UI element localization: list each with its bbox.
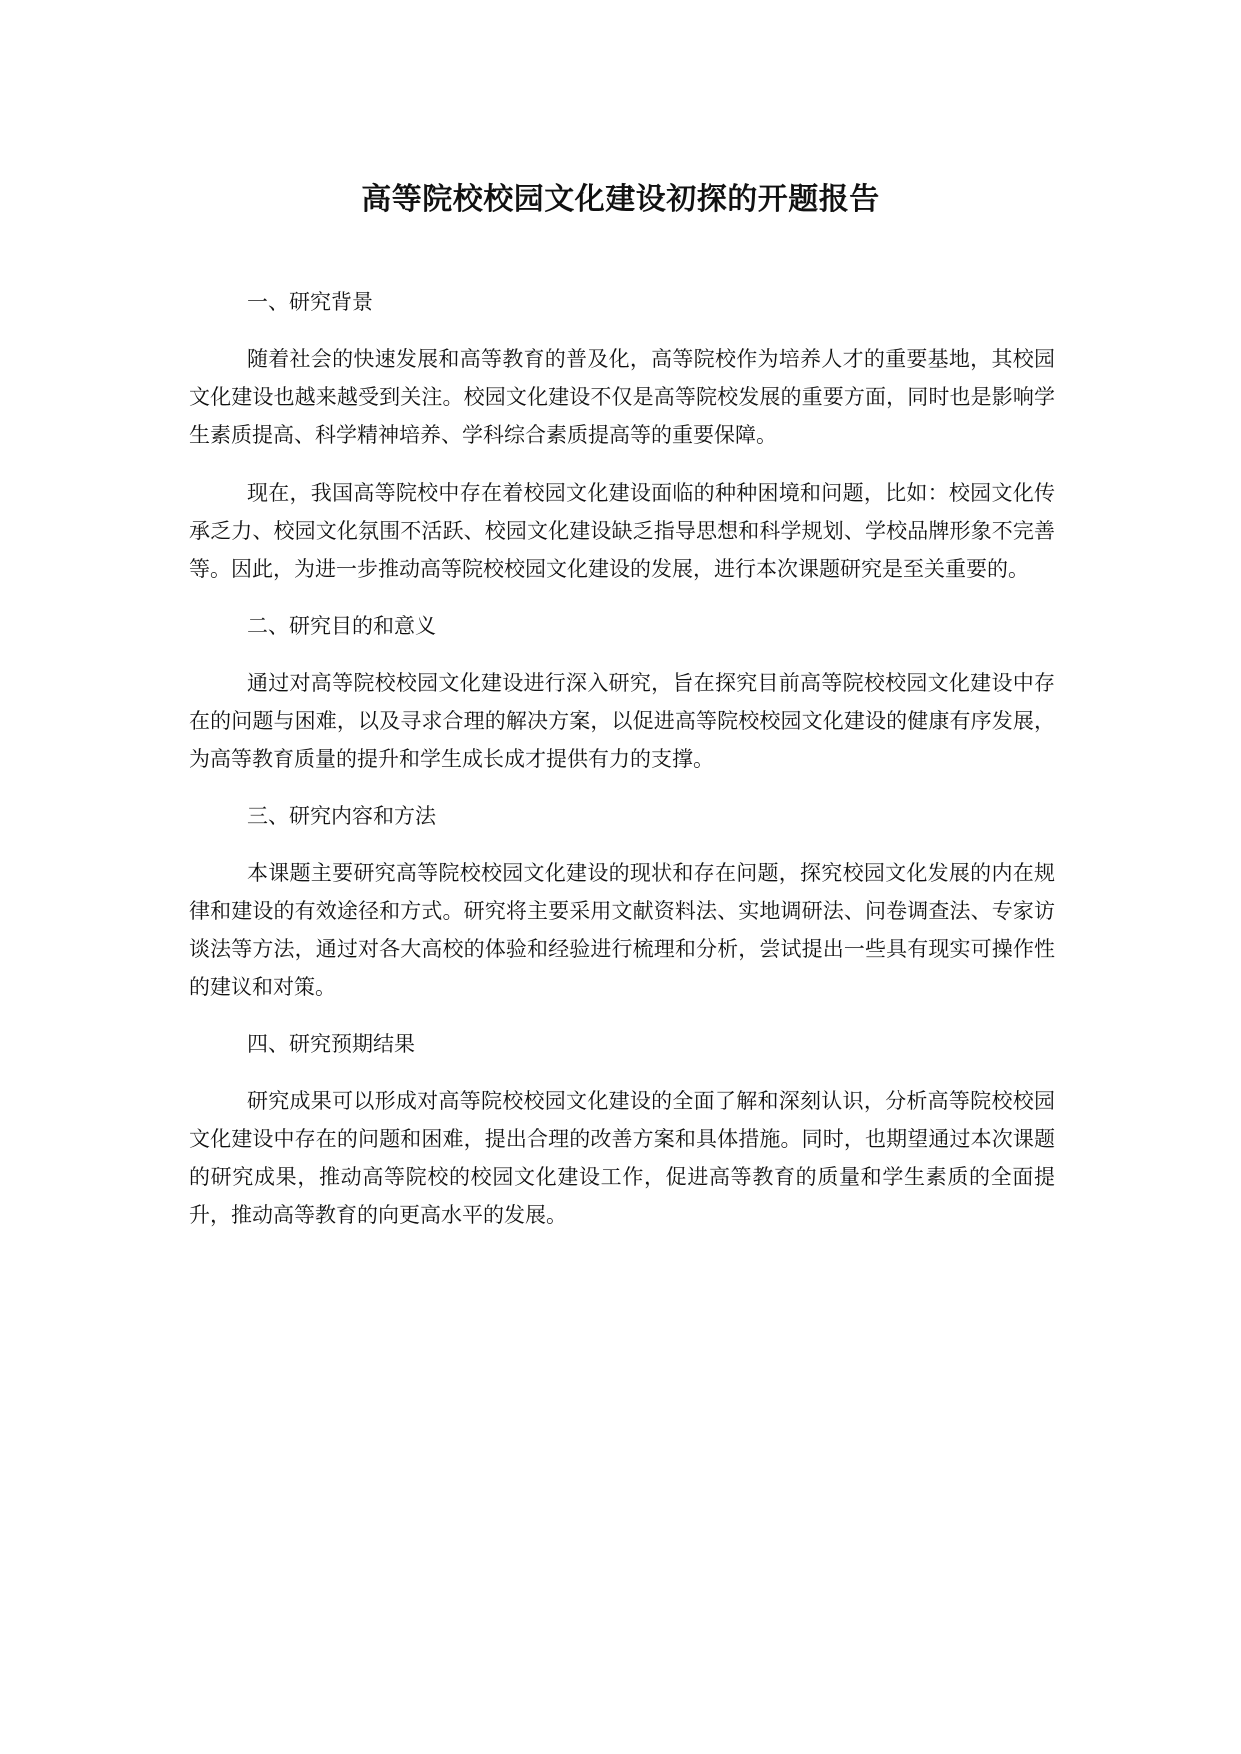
paragraph: 通过对高等院校校园文化建设进行深入研究，旨在探究目前高等院校校园文化建设中存在的问题与困难，以及寻求合理的解决方案，以促进高等院校校园文化建设的健康有序发展，为高等教育质量的提升和学生成长成才提供有力的支撑。 <box>189 671 1055 771</box>
paragraph: 现在，我国高等院校中存在着校园文化建设面临的种种困境和问题，比如：校园文化传承乏力、校园文化氛围不活跃、校园文化建设缺乏指导思想和科学规划、学校品牌形象不完善等。因此，为进一步推动高等院校校园文化建设的发展，进行本次课题研究是至关重要的。 <box>189 481 1055 581</box>
section-heading-expected-results: 四、研究预期结果 <box>247 1032 415 1056</box>
paragraph: 随着社会的快速发展和高等教育的普及化，高等院校作为培养人才的重要基地，其校园文化建设也越来越受到关注。校园文化建设不仅是高等院校发展的重要方面，同时也是影响学生素质提高、科学精神培养、学科综合素质提高等的重要保障。 <box>189 347 1055 447</box>
document-body <box>189 284 1055 1254</box>
paragraph: 本课题主要研究高等院校校园文化建设的现状和存在问题，探究校园文化发展的内在规律和建设的有效途径和方式。研究将主要采用文献资料法、实地调研法、问卷调查法、专家访谈法等方法，通过对各大高校的体验和经验进行梳理和分析，尝试提出一些具有现实可操作性的建议和对策。 <box>189 861 1055 999</box>
section-heading-content-method: 三、研究内容和方法 <box>247 804 436 828</box>
section-heading-purpose: 二、研究目的和意义 <box>247 614 436 638</box>
section-heading-background: 一、研究背景 <box>247 290 373 314</box>
paragraph: 研究成果可以形成对高等院校校园文化建设的全面了解和深刻认识，分析高等院校校园文化建设中存在的问题和困难，提出合理的改善方案和具体措施。同时，也期望通过本次课题的研究成果，推动高等院校的校园文化建设工作，促进高等教育的质量和学生素质的全面提升，推动高等教育的向更高水平的发展。 <box>189 1089 1055 1227</box>
document-title: 高等院校校园文化建设初探的开题报告 <box>361 182 880 217</box>
